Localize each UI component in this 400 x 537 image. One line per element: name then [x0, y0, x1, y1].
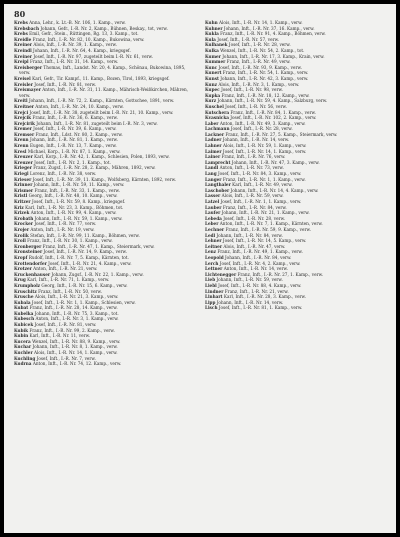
- entry-details: Anton, Inft., I.-R. Nr. 74, 12. Kamp., verw.: [32, 361, 122, 367]
- entry-surname: Krocker: [14, 221, 33, 227]
- entry-details: Anton, Inft., I.-R. Nr. 73, verw.: [219, 165, 284, 171]
- entry-surname: Lachmann: [205, 126, 230, 132]
- entry-surname: Lieb: [205, 277, 216, 283]
- list-entry: [205, 305, 388, 311]
- entry-surname: Liebl: [205, 282, 217, 288]
- entry-details: Josef, Inft., I.-R. Nr. 14, 5. Kamp., verw.: [222, 238, 307, 244]
- entry-details: Anton, Inft., I.-R. Nr. 14, verw.: [223, 266, 288, 272]
- entry-surname: Lipp: [205, 299, 216, 305]
- entry-surname: Kuchler: [14, 350, 33, 356]
- entry-surname: Kucera: [14, 338, 31, 344]
- list-entry: [14, 361, 197, 367]
- entry-details: Johann, Inft., I.-R. Nr. 72, 2. Kamp., Kärnten, Gottschee, 1891, verw.: [28, 98, 175, 104]
- entry-details: Franz, Inft., I.-R. Nr. 47, 1. Kamp., Steiermark, verw.: [42, 243, 155, 249]
- entry-surname: Krieser: [14, 176, 32, 182]
- entry-details: Josef, Inft., I.-R. Nr. 84, 3. Kamp., verw.: [217, 171, 302, 177]
- entry-details: Franz, Inft., I.-R. Nr. 31, 14. Kamp., verw.: [29, 59, 119, 65]
- entry-details: Franz, Inft., I.-R. Nr. 18, 12. Kamp., verw.: [221, 92, 310, 98]
- entry-surname: Landl: [205, 165, 219, 171]
- entry-surname: Kreuzer: [14, 159, 33, 165]
- entry-surname: Krebsbach: [14, 25, 40, 31]
- entry-details: Franz, Inft., I.-R. Nr. 33, 1. Kamp., verw.: [34, 187, 120, 193]
- entry-surname: Kropf: [14, 254, 28, 260]
- entry-surname: Kriz: [14, 204, 24, 210]
- entry-details: Stefan, Inft., I.-R. Nr. 99, 11. Kamp., Böhmen, verw.: [30, 232, 140, 238]
- entry-details: Johann, Inft., I.-R. Nr. 81, 1. Kamp., verw.: [29, 137, 118, 143]
- entry-details: Anna, Lehr., k. Lt.-B. Nr. 106, 1. Kamp., verw.: [29, 20, 126, 25]
- entry-surname: Krug: [14, 277, 26, 283]
- entry-surname: Krolik: [14, 232, 29, 238]
- entry-surname: Kubin: [14, 333, 29, 339]
- entry-surname: Kreismayer: [14, 87, 41, 93]
- entry-surname: Lindner: [205, 288, 224, 294]
- list-entry: [14, 87, 197, 98]
- entry-details: Josef, Inft., I.-R. Nr. 14, 9. Kamp., verw.: [43, 249, 127, 255]
- entry-surname: Kvasnicka: [205, 115, 229, 121]
- entry-surname: Kriegl: [14, 171, 29, 177]
- entry-surname: Krejcirik: [14, 120, 35, 126]
- entry-surname: Kubat: [14, 305, 29, 311]
- entry-surname: Kreidle: [14, 36, 32, 42]
- entry-details: Johann, Inft., I.-R. Nr. 17, 3. Kamp., Krain, verw.: [222, 53, 325, 59]
- entry-surname: Krenn: [14, 137, 29, 143]
- entry-surname: Kremer: [14, 126, 32, 132]
- entry-details: Josef, Inft., I.-R. Nr. 39, 11. Kamp., Wolfsberg, Kärnten, 1892, verw.: [32, 176, 176, 182]
- entry-surname: Kunst: [205, 75, 219, 81]
- entry-details: Alois, Inft., I.-R. Nr. 3, 1. Kamp., verw.: [218, 81, 300, 87]
- entry-details: Franz, Inft., Ldst. Nr. 80, 2. Kamp., verw.: [35, 131, 123, 137]
- entry-surname: Kubicek: [14, 322, 34, 328]
- entry-surname: Laimer: [205, 148, 222, 154]
- entry-surname: Kulhanek: [205, 42, 228, 48]
- entry-details: Johann, Inft., I.-R. Nr. 84, verw.: [225, 254, 292, 260]
- entry-details: Johann, Zugsf., I.-R. Nr. 22, 1. Kamp., verw.: [51, 271, 144, 277]
- entry-surname: Kukla: [205, 31, 219, 37]
- entry-surname: Krizek: [14, 210, 30, 216]
- entry-details: Josef, Inft., I.-R. Nr. 1, 1. Kamp., Schlesien, verw.: [31, 299, 136, 305]
- entry-details: Franz, Inft., I.-R. Nr. 99, 2. Kamp., verw.: [29, 327, 115, 333]
- entry-surname: Laber: [205, 120, 219, 126]
- entry-details: Franz, Inft., I.-R. Nr. 21, verw.: [224, 288, 289, 294]
- entry-details: Alois, Inft., I.-R. Nr. 39, 1. Kamp., verw.: [33, 42, 117, 48]
- entry-details: Johann, Inft., I.-R. Nr. 59, verw.: [216, 277, 283, 283]
- entry-details: Franz, Inft., I.-R. Nr. 30, 1. Kamp., verw.: [27, 238, 113, 244]
- entry-details: Anton, Inft., I.-R. Nr. 49, 3. Kamp., verw.: [219, 120, 306, 126]
- entry-surname: Kremser: [14, 131, 35, 137]
- entry-details: Karl, Inft., I.-R. Nr. 11, verw.: [29, 333, 91, 339]
- entry-details: Eugen, Inft., I.-R. Nr. 13, 7. Kamp., verw.: [29, 143, 117, 149]
- entry-surname: Latzel: [205, 199, 220, 204]
- entry-surname: Krejcik: [14, 115, 32, 121]
- entry-surname: Kunert: [205, 70, 222, 76]
- entry-details: Josef, Inft., I.-R. Nr. 28, verw.: [228, 42, 291, 48]
- entry-details: Anton, Inft., I.-R. Nr. 3, 1. Kamp., verw.: [35, 316, 119, 322]
- entry-surname: Krieger: [14, 165, 32, 171]
- entry-surname: Lebeda: [205, 215, 222, 221]
- entry-surname: Kunz: [205, 81, 218, 87]
- entry-details: Josef, Inft., I.-R. Nr. 56, verw.: [225, 103, 287, 109]
- entry-surname: Krebs: [14, 31, 28, 37]
- entry-details: Johann, Inft., I.-R. Nr. 81, zugeteilt beim I.-R. Nr. 3, verw.: [36, 120, 158, 126]
- entry-details: Franz, Inft., I.-R. Nr. 84, 1. Kamp., verw.: [230, 109, 316, 115]
- entry-details: Rudolf, Inft., I.-R. Nr. 7, 5. Kamp., Kärnten, tot.: [28, 254, 129, 260]
- entry-details: Karl, Gefr., Tir. Kampf., 11. Kamp., Bozen, Tirol, 1893, kriegsgef.: [32, 75, 170, 81]
- entry-details: Franz, Inft., I.-R. Nr. 84, verw.: [222, 204, 287, 210]
- entry-surname: Kutschera: [205, 109, 230, 115]
- entry-surname: Krinner: [14, 182, 33, 188]
- entry-details: Josef, Inft., I.-R. Nr. 7, verw.: [36, 355, 96, 361]
- document-page: [4, 4, 396, 533]
- entry-details: Josef, Inft., I.-R. Nr. 1, 1. Kamp., verw.: [220, 199, 302, 204]
- entry-details: Thomas, Inft., Landst. Nr. 20, 4. Kamp., Schönau, Bukowina, 1895, verw.: [19, 64, 186, 76]
- entry-details: Josef, Inft., I.-R. Nr. 77, verw.: [34, 221, 97, 227]
- text-columns: [14, 20, 388, 527]
- entry-details: Franz, Inft., I.-R. Nr. 28, 14. Kamp., verw.: [29, 305, 118, 311]
- entry-details: Franz, Inft., I.-R. Nr. 50, verw.: [38, 288, 102, 294]
- entry-details: Josef, Inft., I.-R. Nr. 97, zugeteilt beim I.-R. Nr. 61, verw.: [33, 53, 153, 59]
- entry-surname: Kreipl: [14, 59, 29, 65]
- entry-surname: Ledl: [205, 232, 216, 238]
- entry-details: Alois, Inft., I.-R. Nr. 47, verw.: [223, 243, 286, 249]
- entry-details: Johann, Inft., I.-R. Nr. 59, 11. Kamp., verw.: [33, 182, 125, 188]
- entry-details: Georg, Inft., I.-R. Nr. 48, 10. Kamp., verw.: [28, 193, 118, 199]
- entry-details: Josef, Inft., I.-R. Nr. 21, 4. Kamp., verw.: [48, 260, 132, 266]
- entry-surname: Leitner: [205, 243, 223, 249]
- entry-surname: Krenn: [14, 143, 29, 149]
- entry-details: Josef, Inft., I.-R. Nr. 102, 2. Kamp., verw.: [230, 115, 317, 121]
- entry-details: Anton, Inft., I.-R. Nr. 21, verw.: [33, 266, 98, 272]
- entry-details: Franz, Inft., I.-R. Nr. 82, 10. Kamp., Bukowina, verw.: [32, 36, 145, 42]
- entry-surname: Kubesch: [14, 316, 35, 322]
- entry-details: Josef, Inft., I.-R. Nr. 81, verw.: [34, 322, 97, 328]
- entry-details: Franz, Inft., I.-R. Nr. 49, verw.: [226, 59, 291, 65]
- entry-surname: Leopold: [205, 254, 224, 260]
- entry-details: Lorenz, Inft., I.-R. Nr. 38, verw.: [29, 171, 97, 177]
- entry-details: Franz, Inft., I.-R. Nr. 1, 1. Kamp., verw.: [222, 176, 306, 182]
- entry-surname: Kreisberger: [14, 64, 43, 70]
- entry-surname: Kronsteiner: [14, 249, 43, 255]
- entry-details: Josef, Inft., I.-R. Nr. 2, 1. Kamp., tot.: [34, 159, 111, 165]
- entry-surname: Kuhner: [205, 25, 223, 31]
- entry-details: Georg, Inft., I.-R. Nr. 15, 6. Kamp., verw.: [41, 282, 128, 288]
- entry-details: Alois, Inft., I.-R. Nr. 21, 3. Kamp., verw.: [34, 294, 119, 300]
- entry-surname: Kreiner: [14, 53, 33, 59]
- entry-details: Wenzel, Inft., I.-R. Nr. 54, 2. Kamp., tot.: [220, 47, 305, 53]
- entry-details: Anton, Inft., I.-R. Nr. 24, 10. Kamp., verw.: [35, 103, 124, 109]
- entry-details: Karl, Inft., I.-R. Nr. 23, 3. Kamp., Böhmen, tot.: [25, 204, 124, 210]
- entry-surname: Kreuzer: [14, 154, 33, 160]
- entry-surname: Krottendorfer: [14, 260, 47, 266]
- entry-details: Johann, Gefr., I.-R. Nr. 2, Kamp., Bühnen, Beskay., tot, verw.: [40, 25, 168, 31]
- entry-details: Franz, Inft., I.-R. Nr. 27, 5. Kamp., Steiermark, verw.: [225, 131, 338, 137]
- entry-details: Johann, Inft., I.-R. Nr. 84, verw.: [216, 232, 283, 238]
- entry-details: Josef, Inft., I.-R. Nr. 28, verw.: [230, 126, 293, 132]
- entry-surname: Lasser: [205, 193, 221, 199]
- entry-details: Josef, Inft., I.-R. Nr. 88, 4. Kamp., verw.: [218, 282, 302, 288]
- entry-surname: Lettner: [205, 266, 223, 272]
- entry-details: Anton, Inft., I.-R. Nr. 7, 1. Kamp., Kärnten, verw.: [219, 221, 323, 227]
- entry-surname: Kumer: [205, 53, 221, 59]
- entry-details: Franz, Zugsf., I.-R. Nr. 28, 2. Kamp., Mähren, 1892, verw.: [33, 165, 156, 171]
- entry-surname: Kudrna: [14, 361, 32, 367]
- entry-details: Josef, Inft., I.-R. Nr. 57, verw.: [217, 36, 280, 42]
- entry-surname: Kreiner: [14, 42, 33, 48]
- entry-surname: Lainer: [205, 154, 221, 160]
- entry-surname: Kupka: [205, 92, 221, 98]
- entry-surname: Krismer: [14, 187, 34, 193]
- entry-surname: Kritzer: [14, 199, 31, 204]
- entry-surname: Kuschel: [205, 103, 224, 109]
- entry-details: Karl, Inft., I.-R. Nr. 71, 1. Kamp., verw.: [27, 277, 110, 283]
- entry-surname: Lahner: [205, 143, 222, 149]
- entry-surname: Kunc: [205, 64, 218, 70]
- entry-details: Alois, Inft., I.-R. Nr. 59, verw.: [221, 193, 284, 199]
- entry-details: Josef, Inft., I.-R. Nr. 98, verw.: [221, 87, 283, 93]
- right-column: [205, 20, 388, 527]
- entry-details: Johann, Inft., I.-R. Nr. 14, verw.: [222, 137, 290, 143]
- entry-surname: Krusche: [14, 294, 34, 300]
- entry-surname: Linhart: [205, 294, 223, 300]
- entry-surname: Kuchling: [14, 355, 36, 361]
- entry-surname: Kruschitz: [14, 288, 37, 294]
- entry-surname: Lauber: [205, 204, 222, 210]
- entry-details: Alois, Inft., I.-R. Nr. 14, 1. Kamp., verw.: [34, 350, 118, 356]
- entry-surname: Kronberger: [14, 243, 42, 249]
- entry-details: Johann, Inft., I.-R. Nr. 14, verw.: [216, 299, 284, 305]
- entry-details: Johann, Inft., I.-R. Nr. 59, 1. Kamp., verw.: [34, 215, 123, 221]
- entry-surname: Kreisel: [14, 75, 31, 81]
- entry-surname: Kruckenhauser: [14, 271, 51, 277]
- entry-details: Johann, Inft., I.-R. Nr. 75, 3. Kamp., tot.: [34, 310, 119, 316]
- page-number: 80: [14, 9, 26, 19]
- entry-details: Josef, Inft., I.-R. Nr. 39, 6. Kamp., verw.: [33, 126, 117, 132]
- entry-surname: Lang: [205, 171, 217, 177]
- entry-details: Johann, Inft., I.-R. Nr. 37, 16. Kamp., verw.: [223, 25, 315, 31]
- entry-surname: Kubala: [14, 299, 31, 305]
- entry-surname: Leber: [205, 221, 219, 227]
- entry-details: Franz, Inft., I.-R. Nr. 49, 1. Kamp., verw.: [217, 249, 303, 255]
- entry-details: Karl, Inft., I.-R. Nr. 28, 3. Kamp., verw.: [223, 294, 306, 300]
- entry-surname: Kreitner: [14, 103, 34, 109]
- entry-surname: Kroll: [14, 238, 26, 244]
- entry-details: Wenzel, Inft., I.-R. Nr. 88, 9. Kamp., verw.: [32, 338, 121, 344]
- entry-details: Josef, Inft., I.-R. Nr. 81, 1. Kamp., verw.: [218, 305, 303, 311]
- list-entry: [14, 65, 197, 76]
- entry-surname: Kresl: [14, 148, 27, 154]
- entry-surname: Kupec: [205, 87, 220, 93]
- entry-details: Josef, Inft., I.-R. Nr. 59, 8. Kamp., kriegsgef.: [31, 199, 126, 204]
- entry-surname: Ladner: [205, 137, 222, 143]
- entry-surname: Lamprecht: [205, 159, 231, 165]
- entry-details: Alois, Inft., I.-R. Nr. 59, 1. Kamp., verw.: [222, 143, 307, 149]
- entry-details: Josef, Inft., I.-R. Nr. 38, zugeteilt beim I.-R. Nr. 21, 10. Kamp., verw.: [29, 109, 174, 115]
- entry-details: Johann, Inft., I.-R. Nr. 42, 3. Kamp., verw.: [220, 75, 309, 81]
- entry-surname: Lerch: [205, 260, 219, 266]
- entry-surname: Lehner: [205, 238, 222, 244]
- entry-details: Franz, Inft., I.-R. Nr. 91, 4. Kamp., Böhmen, verw.: [220, 31, 326, 37]
- entry-surname: Lisch: [205, 305, 218, 311]
- entry-surname: Kreisler: [14, 81, 33, 87]
- entry-surname: Krojer: [14, 226, 30, 232]
- entry-details: Karl, Korp., I.-R. Nr. 42, 1. Kamp., Schlesien, Polen, 1893, verw.: [34, 154, 170, 160]
- entry-surname: Krebs: [14, 20, 28, 25]
- entry-details: Anton, Inft., I.-R. Nr. 99, 4. Kamp., verw.: [30, 210, 117, 216]
- entry-details: Franz, Inft., I.-R. Nr. 27, 1. Kamp., verw.: [237, 271, 323, 277]
- entry-surname: Kurz: [205, 98, 217, 104]
- entry-surname: Langer: [205, 176, 222, 182]
- entry-details: Anton, Inft., I.-R. Nr. 31, 11. Kamp., Mährisch-Weißkirchen, Mähren, verw.: [19, 87, 188, 98]
- entry-details: Franz, Inft., I.-R. Nr. 76, verw.: [221, 154, 286, 160]
- entry-surname: Laufer: [205, 210, 221, 216]
- entry-surname: Kreitl: [14, 98, 28, 104]
- entry-details: Josef, Inft., I.-R. Nr. 93, 9. Kamp., verw.: [218, 64, 302, 70]
- entry-surname: Laschober: [205, 187, 230, 193]
- entry-details: Karl, Inft., I.-R. Nr. 49, verw.: [232, 182, 293, 188]
- entry-surname: Kuhn: [205, 20, 218, 25]
- entry-details: Alois, Inft., I.-R. Nr. 14, 1. Kamp., verw.: [219, 20, 303, 25]
- entry-details: Johann, Inft., I.-R. Nr. 59, 4. Kamp., Salzburg, verw.: [217, 98, 328, 104]
- entry-details: Johann, Inft., I.-R. Nr. 64, 4. Kamp., kriegsgef.: [33, 47, 131, 53]
- entry-surname: Kubik: [14, 327, 29, 333]
- entry-surname: Lenz: [205, 249, 217, 255]
- entry-details: Josef, Inft., I.-R. Nr. 81, verw.: [34, 81, 97, 87]
- entry-surname: Kulka: [205, 47, 219, 53]
- entry-surname: Kummer: [205, 59, 226, 65]
- entry-surname: Kreindl: [14, 47, 32, 53]
- entry-details: Anton, Inft., I.-R. Nr. 19, verw.: [30, 226, 95, 232]
- entry-details: Josef, Inft., I.-R. Nr. 28, verw.: [223, 215, 285, 221]
- entry-surname: Krumpholz: [14, 282, 41, 288]
- entry-details: Franz, Inft., I.-R. Nr. 59, 9. Kamp., verw.: [225, 226, 311, 232]
- entry-surname: Krotzer: [14, 266, 32, 272]
- entry-surname: Lechner: [205, 226, 225, 232]
- entry-details: Josef, Inft., I.-R. Nr. 4, 2. Kamp., verw.: [219, 260, 301, 266]
- entry-details: Josef, Inft., I.-R. Nr. 14, 1. Kamp., verw.: [222, 148, 307, 154]
- entry-surname: Lackner: [205, 131, 225, 137]
- entry-surname: Kristl: [14, 193, 28, 199]
- entry-surname: Langthaler: [205, 182, 231, 188]
- entry-details: Franz, Inft., I.-R. Nr. 54, 1. Kamp., verw.: [222, 70, 309, 76]
- entry-details: Michael, Korp., I.-R. Nr. 87, 1. Kamp., verw.: [27, 148, 121, 154]
- entry-surname: Krejci: [14, 109, 29, 115]
- entry-surname: Krobath: [14, 215, 34, 221]
- entry-details: Franz, Inft., I.-R. Nr. 36, 6. Kamp., verw.: [32, 115, 118, 121]
- entry-surname: Kubelka: [14, 310, 34, 316]
- entry-surname: Lichtenegger: [205, 271, 237, 277]
- entry-surname: Kula: [205, 36, 216, 42]
- entry-details: Emil, Gefr., Stein., Rüttingen, Rg. 13, 3. Kamp., tot.: [29, 31, 139, 37]
- entry-details: Johann, Inft., I.-R. Nr. 14, 4. Kamp., verw.: [230, 187, 319, 193]
- entry-details: Johann, Inft., I.-R. Nr. 47, 3. Kamp., verw.: [231, 159, 320, 165]
- entry-surname: Kuchar: [14, 344, 32, 350]
- entry-details: Johann, Inft., I.-R. Nr. 21, 1. Kamp., verw.: [221, 210, 310, 216]
- left-column: [14, 20, 197, 527]
- entry-details: Johann, Inft., I.-R. Nr. 8, 1. Kamp., verw.: [32, 344, 118, 350]
